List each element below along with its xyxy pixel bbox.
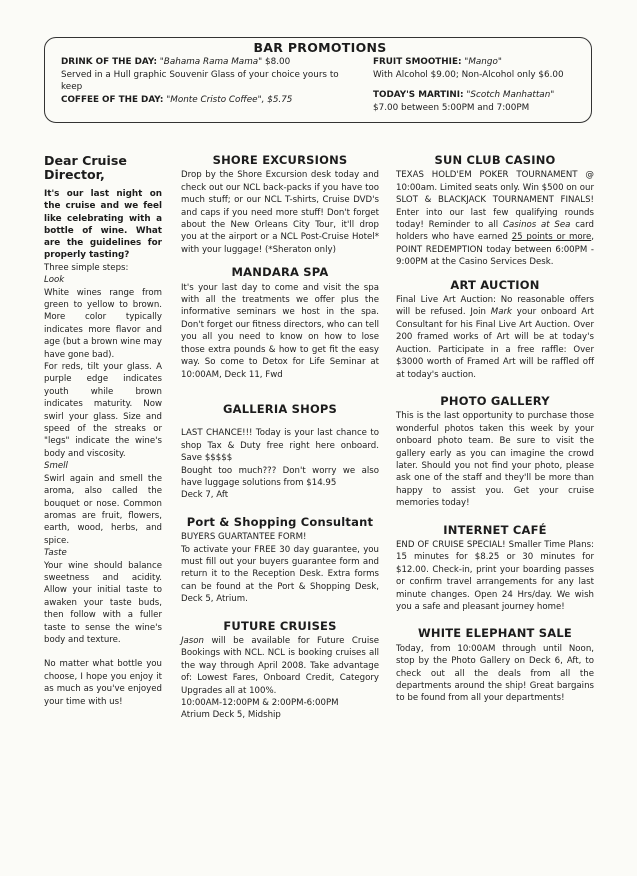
- white-elephant-title: WHITE ELEPHANT SALE: [418, 626, 572, 641]
- white-elephant-section: [396, 627, 594, 704]
- internet-cafe-text: END OF CRUISE SPECIAL! Smaller Time Plans: 15 minutes for $8.25 or 30 minutes for $12.00. Check-in, print your boarding passes or confirm travel arrangements for any last minute changes. Open 24 Hrs/day. We wish you a safe and pleasant journey home!: [396, 539, 594, 612]
- photo-gallery-title: PHOTO GALLERY: [440, 393, 550, 408]
- galleria-shops-section: [181, 403, 379, 502]
- drink-description: Served in a Hull graphic Souvenir Glass of your choice yours to keep: [61, 69, 339, 92]
- coffee-of-the-day: [61, 94, 361, 107]
- smoothie-name: "Mango": [464, 57, 502, 67]
- dear-cruise-director-column: [44, 154, 162, 708]
- port-shopping-title: Port & Shopping Consultant: [186, 514, 374, 529]
- art-name: Mark: [490, 307, 512, 318]
- look-text-2: For reds, tilt your glass. A purple edge indicates youth while brown indicates maturity. Now swirl your glass. Size and speed of the streaks or "legs" indicate the wine's body and viscosity.: [44, 362, 162, 459]
- white-elephant-text: Today, from 10:00AM through until Noon, stop by the Photo Gallery on Deck 6, Aft, to check out all the deals from all the departments around the ship! Great bargains to be found from all your departments!: [396, 643, 594, 704]
- casino-text-2: card holders who have earned: [396, 220, 595, 243]
- shore-excursions-text: Drop by the Shore Excursion desk today and check out our NCL back-packs if you have too much stuff; or our NCL T-shirts, Cruise DVD's and caps if you need more stuff! Don't forget about the New Orleans City Tour, it'll drop you at the airport or a NCL Post-Cruise Hotel* with your luggage! (*Sheraton only): [181, 170, 379, 255]
- art-text-2: your onboard Art Consultant for his Final Live Art Auction. Over 200 framed works of Art will be at today's Auction. Participate in a free raffle: Over $3000 worth of Framed Art will be raffled off at today's auction.: [396, 307, 595, 380]
- smoothie-label: FRUIT SMOOTHIE:: [373, 57, 462, 67]
- galleria-text-2: Bought too much??? Don't worry we also have luggage solutions from $14.95: [181, 465, 379, 488]
- casino-text-3: , POINT REDEMPTION today between 6:00PM - 9:00PM at the Casino Services Desk.: [396, 232, 595, 268]
- photo-gallery-section: [396, 395, 594, 510]
- bar-promotions-title: BAR PROMOTIONS: [253, 40, 387, 55]
- smell-text: Swirl again and smell the aroma, also called the bouquet or nose. Common aromas are fruit, flowers, earth, wood, herbs, and spice.: [44, 473, 162, 546]
- bar-promotions-left: [61, 56, 361, 114]
- dear-closing: No matter what bottle you choose, I hope you enjoy it as much as you've enjoyed your time with us!: [44, 659, 162, 707]
- mandara-spa-section: [181, 266, 379, 381]
- art-auction-text: [396, 294, 594, 381]
- internet-cafe-title: INTERNET CAFÉ: [443, 522, 547, 537]
- future-cruises-body: will be available for Future Cruise Bookings with NCL. NCL is booking cruises all the way through April 2008. Take advantage of: Lowest Fares, Onboard Credit, Category Upgrades all at 100%.: [181, 636, 379, 696]
- dear-question: It's our last night on the cruise and we feel like celebrating with a bottle of wine. What are the guidelines for properly tasting?: [44, 189, 162, 261]
- art-auction-title: ART AUCTION: [450, 277, 540, 292]
- future-cruises-name: Jason: [181, 636, 204, 646]
- bar-promotions-box: [44, 37, 592, 123]
- bar-promotions-right: [373, 56, 579, 114]
- port-shopping-section: [181, 516, 379, 606]
- fruit-smoothie: [373, 56, 579, 69]
- drink-of-the-day: [61, 56, 361, 69]
- casino-text-1: TEXAS HOLD'EM POKER TOURNAMENT @ 10:00am. Limited seats only. Win $500 on our SLOT & BLACKJACK TOURNAMENT FINALS! Enter into our last few qualifying rounds today! Reminder to all: [396, 170, 594, 231]
- shore-excursions-section: [181, 154, 379, 256]
- sun-club-casino-section: [396, 154, 594, 269]
- right-column: [396, 154, 594, 715]
- smell-title: Smell: [44, 461, 68, 472]
- galleria-text-1: LAST CHANCE!!! Today is your last chance to shop Tax & Duty free right here onboard. Save $$$$$: [181, 428, 379, 464]
- art-text-1: Final Live Art Auction: No reasonable offers will be refused. Join: [396, 295, 594, 318]
- galleria-shops-title: GALLERIA SHOPS: [222, 401, 338, 416]
- drink-name: "Bahama Rama Mama": [159, 57, 263, 67]
- sun-club-casino-text: [396, 169, 594, 268]
- middle-column: [181, 154, 379, 732]
- martini-label: TODAY'S MARTINI:: [373, 90, 464, 100]
- art-auction-section: [396, 279, 594, 381]
- mandara-spa-title: MANDARA SPA: [231, 265, 329, 280]
- photo-gallery-text: This is the last opportunity to purchase those wonderful photos taken this week by your onboard photo team. Be sure to visit the gallery early as you can imagine the crowd later. Should you not find your photo, please ask one of the staff and they'll be more than happy to assist you. Get your cruise memories today!: [396, 411, 594, 509]
- sun-club-casino-title: SUN CLUB CASINO: [434, 153, 556, 167]
- drink-label: DRINK OF THE DAY:: [61, 57, 157, 67]
- casino-italic: Casinos at Sea: [502, 220, 571, 231]
- dear-intro: Three simple steps:: [44, 262, 129, 273]
- taste-title: Taste: [44, 548, 67, 559]
- dear-greeting: Dear Cruise Director,: [44, 153, 127, 182]
- future-cruises-hours: 10:00AM-12:00PM & 2:00PM-6:00PM: [181, 698, 339, 709]
- internet-cafe-section: [396, 524, 594, 614]
- martini-description: $7.00 between 5:00PM and 7:00PM: [373, 102, 530, 113]
- look-title: Look: [44, 275, 65, 286]
- future-cruises-location: Atrium Deck 5, Midship: [181, 710, 281, 721]
- future-cruises-title: FUTURE CRUISES: [223, 618, 337, 633]
- smoothie-description: With Alcohol $9.00; Non-Alcohol only $6.00: [373, 69, 564, 80]
- shore-excursions-title: SHORE EXCURSIONS: [212, 153, 348, 167]
- galleria-text-3: Deck 7, Aft: [181, 490, 229, 501]
- port-shopping-text-1: BUYERS GUARTANTEE FORM!: [181, 532, 307, 543]
- taste-text: Your wine should balance sweetness and acidity. Allow your initial taste to awaken your taste buds, then follow with a fuller taste to sense the wine's body and texture.: [44, 560, 162, 645]
- coffee-label: COFFEE OF THE DAY:: [61, 94, 164, 105]
- future-cruises-text-1: [181, 635, 379, 697]
- casino-underline: 25 points or more: [511, 232, 592, 243]
- look-text-1: White wines range from green to yellow to brown. More color typically indicates more flavor and age (but a brown wine may have gone bad).: [44, 287, 162, 360]
- mandara-spa-text: It's your last day to come and visit the spa with all the treatments we offer plus the informative seminars we host in the spa. Don't forget our fitness directors, who can tell you all you need to know on how to lose those extra pounds & how to get fit the easy way. So come to Detox for Life Seminar at 10:00AM, Deck 11, Fwd: [181, 282, 379, 380]
- future-cruises-section: [181, 620, 379, 722]
- coffee-name: "Monte Cristo Coffee", $5.75: [166, 94, 293, 105]
- todays-martini: [373, 89, 579, 102]
- martini-name: "Scotch Manhattan": [466, 90, 555, 100]
- port-shopping-text-2: To activate your FREE 30 day guarantee, you must fill out your buyers guarantee form and return it to the Reception Desk. Extra forms can be found at the Port & Shopping Desk, Deck 5, Atrium.: [181, 544, 379, 605]
- drink-price: $8.00: [265, 57, 291, 67]
